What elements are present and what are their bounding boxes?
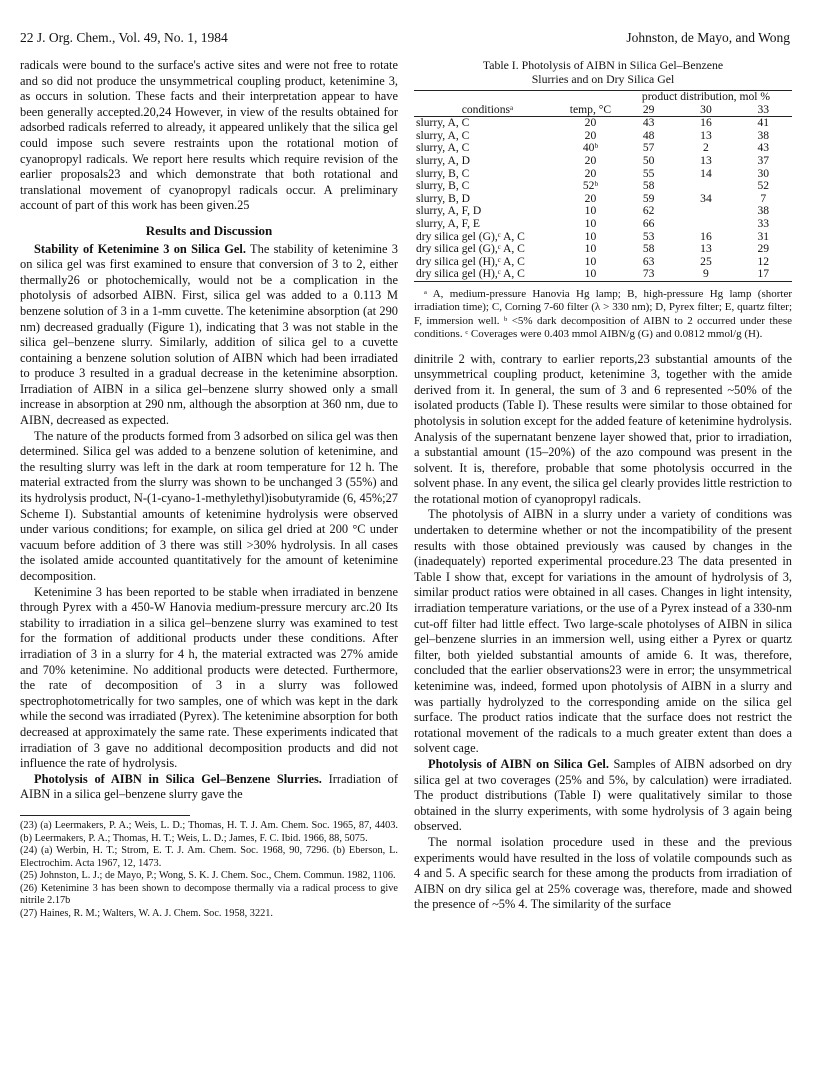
paragraph: The nature of the products formed from 3 adsorbed on silica gel was then determined. Silica gel was added to a benzene solution of ketenimine, and the resulting slurry was left in the dark at room temperature for 12 h. The material extracted from the slurry was shown to be unchanged 3 (55%) and its hydrolysis product, N-(1-cyano-1-methylethyl)isobutyramide (6, 45%;27 Scheme I). Substantial amounts of ketenimine hydrolysis were observed under various conditions; for example, on silica gel dried at 200 °C under vacuum before addition of 3 there was still >30% hydrolysis. In all cases the isolated amide accounted quantitatively for the amount of ketenimine decomposition. — [20, 428, 398, 583]
table-cell-p33: 38 — [757, 204, 770, 218]
left-column — [20, 58, 398, 921]
table-notes: ᵃ A, medium-pressure Hanovia Hg lamp; B, high-pressure Hg lamp (shorter irradiation time); C, Corning 7-60 filter (λ > 330 nm); D, Pyrex filter; E, quartz filter; F, immersion well. ᵇ <5% dark decomposition of AIBN to 2 occurred under these conditions. ᶜ Coverages were 0.403 mmol AIBN/g (G) and 0.0812 mmol/g (H). — [414, 287, 792, 341]
table-cell-p30: 16 — [700, 116, 712, 130]
table-header-conditions: conditionsᵃ — [414, 104, 561, 117]
table-cell-temp: 20 — [584, 191, 597, 205]
table-cell-p29: 43 — [642, 116, 655, 130]
table-row — [414, 142, 792, 155]
paragraph: The normal isolation procedure used in these and the previous experiments would have resulted in the loss of volatile compounds such as 4 and 5. A specific search for these among the products from irradiation of AIBN on dry silica gel at 25% coverage was, therefore, made and showed the presence of ~5% 4. The similarity of the surface — [414, 834, 792, 912]
paragraph — [414, 757, 792, 835]
paragraph: radicals were bound to the surface's active sites and were not free to rotate and so did not produce the unsymmetrical coupling product, ketenimine 3, as occurs in solution. These facts and their interpretation appear to have been generally accepted.20,24 However, in view of the results obtained for adsorbed radicals referred to already, it appeared unlikely that the silica gel could impose such severe restraints upon the rotational motion of cyanopropyl radicals. We report here results which require revision of the earlier proposals23 and which demonstrate that both rotational and translational movement of cyanopropyl radicals occur. A preliminary account of part of this work has been given.25 — [20, 58, 398, 213]
table-cell-p29: 53 — [642, 229, 655, 243]
table-cell-temp: 20 — [584, 153, 597, 167]
table-cell-temp: 20 — [584, 128, 597, 142]
table-cell-p29: 73 — [620, 268, 677, 281]
table-cell-temp: 10 — [561, 268, 620, 281]
footnote: (27) Haines, R. M.; Walters, W. A. J. Chem. Soc. 1958, 3221. — [20, 908, 273, 920]
running-header-authors: Johnston, de Mayo, and Wong — [626, 30, 790, 45]
table-cell-cond: dry silica gel (G),ᶜ A, C — [416, 242, 525, 256]
table-row — [414, 180, 792, 193]
table-cell-cond: slurry, A, D — [416, 153, 470, 167]
right-column — [414, 58, 792, 913]
table-cell-cond: dry silica gel (H),ᶜ A, C — [416, 254, 525, 268]
section-heading: Results and Discussion — [145, 222, 273, 238]
table-cell-p30: 34 — [700, 191, 712, 205]
paragraph-text: Irradiation of AIBN in a silica gel–benzene slurry gave the — [20, 771, 398, 802]
table-cell-temp: 20 — [584, 116, 597, 130]
table-cell-p33: 33 — [757, 216, 770, 230]
table-cell-p30: 13 — [700, 242, 712, 256]
table-cell-p30 — [677, 180, 734, 193]
data-table — [414, 90, 792, 282]
table-caption — [414, 58, 792, 86]
footnote-rule — [20, 815, 190, 816]
table-cell-temp: 10 — [584, 216, 597, 230]
table-cell-p29: 66 — [642, 216, 655, 230]
paragraph: dinitrile 2 with, contrary to earlier reports,23 substantial amounts of the unsymmetrical coupling product, ketenimine 3, together with the amide derived from it. In general, the sum of 3 and 6 represented ~50% of the isolated products (Table I). These results were similar to those obtained for photolysis in solution except for the added feature of ketenimine hydrolysis. Analysis of the supernatant benzene layer showed that, prior to irradiation, a substantial amount (15–20%) of the azo compound was present in the solvent. It is, therefore, probable that some photolysis occurred in the solvent phase. In any event, the silica gel clearly provides little restriction to the rotational motion of cyanopropyl radicals. — [414, 351, 792, 506]
table-cell-p29: 63 — [642, 254, 655, 268]
table-cell-p29: 50 — [642, 153, 655, 167]
table-cell-cond: dry silica gel (H),ᶜ A, C — [414, 268, 561, 281]
runin-heading: Photolysis of AIBN on Silica Gel. — [428, 756, 609, 771]
table-row — [414, 168, 792, 181]
table-caption-line: Slurries and on Dry Silica Gel — [531, 72, 675, 86]
paragraph-text: The stability of ketenimine 3 on silica gel was first examined to ensure that conversion of 3 to 2, either thermally26 or photochemically, would not be a complication in the photolysis of adsorbed AIBN. First, silica gel was added to a 0.113 M benzene solution of 3 in a 1-mm cuvette. The ketenimine absorption (at 290 nm) decreased gradually (Figure 1), indicating that 3 was not stable in the silica gel–benzene slurry. Similarly, addition of silica gel to a cuvette containing a benzene solution solution of AIBN which had been irradiated to produce 3 resulted in a gradual decrease in the ketenimine absorption. Irradiation of AIBN in a silica gel–benzene slurry showed only a small increase in absorption at 290 nm, although the absorption at 360 nm, due to AIBN, decreased as expected. — [20, 241, 398, 428]
table-header-29: 29 — [620, 104, 677, 117]
table-cell-cond: slurry, A, C — [416, 116, 470, 130]
table-row — [414, 218, 792, 231]
table-cell-p29: 62 — [642, 204, 655, 218]
table-cell-p33: 12 — [757, 254, 770, 268]
table-row — [414, 268, 792, 281]
footnote: (26) Ketenimine 3 has been shown to decompose thermally via a radical process to give nitrile 2.17b — [20, 882, 398, 907]
table-cell-p30: 13 — [700, 153, 712, 167]
runin-heading: Stability of Ketenimine 3 on Silica Gel. — [34, 241, 246, 256]
table-cell-p29: 59 — [642, 191, 655, 205]
footnote: (23) (a) Leermakers, P. A.; Weis, L. D.; Thomas, H. T. J. Am. Chem. Soc. 1965, 87, 4403. (b) Leermakers, P. A.; Thomas, H. T.; Weis, L. D.; James, F. C. Ibid. 1966, 88, 5075. — [20, 819, 398, 844]
runin-heading: Photolysis of AIBN in Silica Gel–Benzene Slurries. — [34, 771, 322, 786]
table-cell-p29: 58 — [642, 179, 655, 193]
table-header-33: 33 — [735, 104, 792, 117]
table-header-temp: temp, °C — [561, 104, 620, 117]
table-cell-temp: 10 — [584, 242, 597, 256]
table-cell-p33: 17 — [735, 268, 792, 281]
paragraph — [20, 772, 398, 803]
paragraph — [20, 242, 398, 429]
paragraph-text: Samples of AIBN adsorbed on dry silica gel at two coverages (25% and 5%, by calculation) were irradiated. The product distributions (Table I) were qualitatively similar to those obtained in the slurry experiments, with some hydrolysis of 3 again being observed. — [414, 756, 792, 834]
table-cell-p33: 52 — [757, 179, 770, 193]
table-cell-cond: slurry, B, C — [416, 166, 470, 180]
table-cell-p30 — [677, 218, 734, 231]
table-cell-p29: 57 — [642, 141, 655, 155]
table-cell-p29: 58 — [642, 242, 655, 256]
table-cell-p33: 31 — [757, 229, 770, 243]
table-cell-p30: 2 — [703, 141, 709, 155]
table-cell-p30: 14 — [700, 166, 712, 180]
table-cell-p33: 7 — [760, 191, 767, 205]
table-cell-temp: 10 — [584, 229, 597, 243]
table-cell-cond: slurry, B, C — [416, 179, 470, 193]
table-cell-cond: slurry, A, C — [416, 141, 470, 155]
table-cell-cond: slurry, B, D — [416, 191, 470, 205]
table-cell-p29: 48 — [642, 128, 655, 142]
table-cell-p30: 25 — [700, 254, 712, 268]
table-cell-p30: 16 — [700, 229, 712, 243]
table-cell-cond: slurry, A, F, E — [416, 216, 481, 230]
table-cell-p30: 9 — [677, 268, 734, 281]
table-header-product: product distribution, mol % — [620, 91, 792, 104]
table-cell-p30 — [677, 205, 734, 218]
table-row — [414, 130, 792, 143]
table-cell-p33: 37 — [757, 153, 770, 167]
footnote: (24) (a) Werbin, H. T.; Strom, E. T. J. Am. Chem. Soc. 1968, 90, 7296. (b) Eberson, L. Electrochim. Acta 1967, 12, 1473. — [20, 845, 398, 869]
table-cell-cond: slurry, A, F, D — [416, 204, 482, 218]
table-header-30: 30 — [677, 104, 734, 117]
table-cell-temp: 40ᵇ — [582, 141, 599, 155]
paragraph: Ketenimine 3 has been reported to be stable when irradiated in benzene through Pyrex with a 450-W Hanovia medium-pressure mercury arc.20 Its stability to irradiation in a silica gel–benzene slurry was examined to test for the formation of additional products under these conditions. After irradiation of 3 in a slurry for 4 h, the material extracted was 27% amide and 70% ketenimine. No additional products were detected. Furthermore, the rate of decomposition of 3 in a slurry was followed spectrophotometrically for two samples, one of which was kept in the dark while the second was irradiated (Pyrex). The ketenimine absorption for both decreased at approximately the same rate. These experiments indicated that irradiation of 3 gave no additional decomposition products and did not influence the rate of hydrolysis. — [20, 584, 398, 771]
table-cell-p33: 30 — [757, 166, 770, 180]
table-cell-p33: 41 — [757, 116, 770, 130]
table-cell-p29: 55 — [642, 166, 655, 180]
table-row — [414, 243, 792, 256]
table-cell-p33: 29 — [757, 242, 770, 256]
table-row — [414, 155, 792, 168]
table-cell-temp: 20 — [584, 166, 597, 180]
running-header-citation: 22 J. Org. Chem., Vol. 49, No. 1, 1984 — [20, 30, 228, 45]
table-row — [414, 117, 792, 130]
table-cell-p30: 13 — [700, 128, 712, 142]
table-cell-temp: 52ᵇ — [582, 179, 599, 193]
paragraph: The photolysis of AIBN in a slurry under a variety of conditions was undertaken to determine whether or not the incompatibility of the present results with those obtained previously was caused by changes in the (inadequately) reported experimental procedure.23 The data presented in Table I show that, except for variations in the amount of hydrolysis of 3, similar product ratios were obtained in all cases. Changes in light intensity, irradiation temperature variations, or the use of a Pyrex instead of a 330-nm cut-off filter had little effect. Two large-scale photolyses of AIBN in silica gel–benzene slurries in an immersion well, using either a Pyrex or quartz filter, both yielded substantial amounts of amide 6. It was, therefore, concluded that the earlier observations23 were in error; the unsymmetrical ketenimine was, indeed, formed upon photolysis of AIBN in a slurry and was partially hydrolyzed to the corresponding amide on the silica gel surface. The product ratios indicate that the surface does not restrict the rotational movement of the radicals to a much greater extent than does a solvent cage. — [414, 507, 792, 756]
table-cell-temp: 10 — [584, 254, 597, 268]
footnote: (25) Johnston, L. J.; de Mayo, P.; Wong, S. K. J. Chem. Soc., Chem. Commun. 1982, 1106. — [20, 870, 396, 882]
table-cell-cond: slurry, A, C — [416, 128, 470, 142]
table-cell-cond: dry silica gel (G),ᶜ A, C — [416, 229, 525, 243]
table-cell-temp: 10 — [584, 204, 597, 218]
table-cell-p33: 38 — [757, 128, 770, 142]
table-caption-line: Table I. Photolysis of AIBN in Silica Gel–Benzene — [482, 58, 724, 72]
table-cell-p33: 43 — [757, 141, 770, 155]
